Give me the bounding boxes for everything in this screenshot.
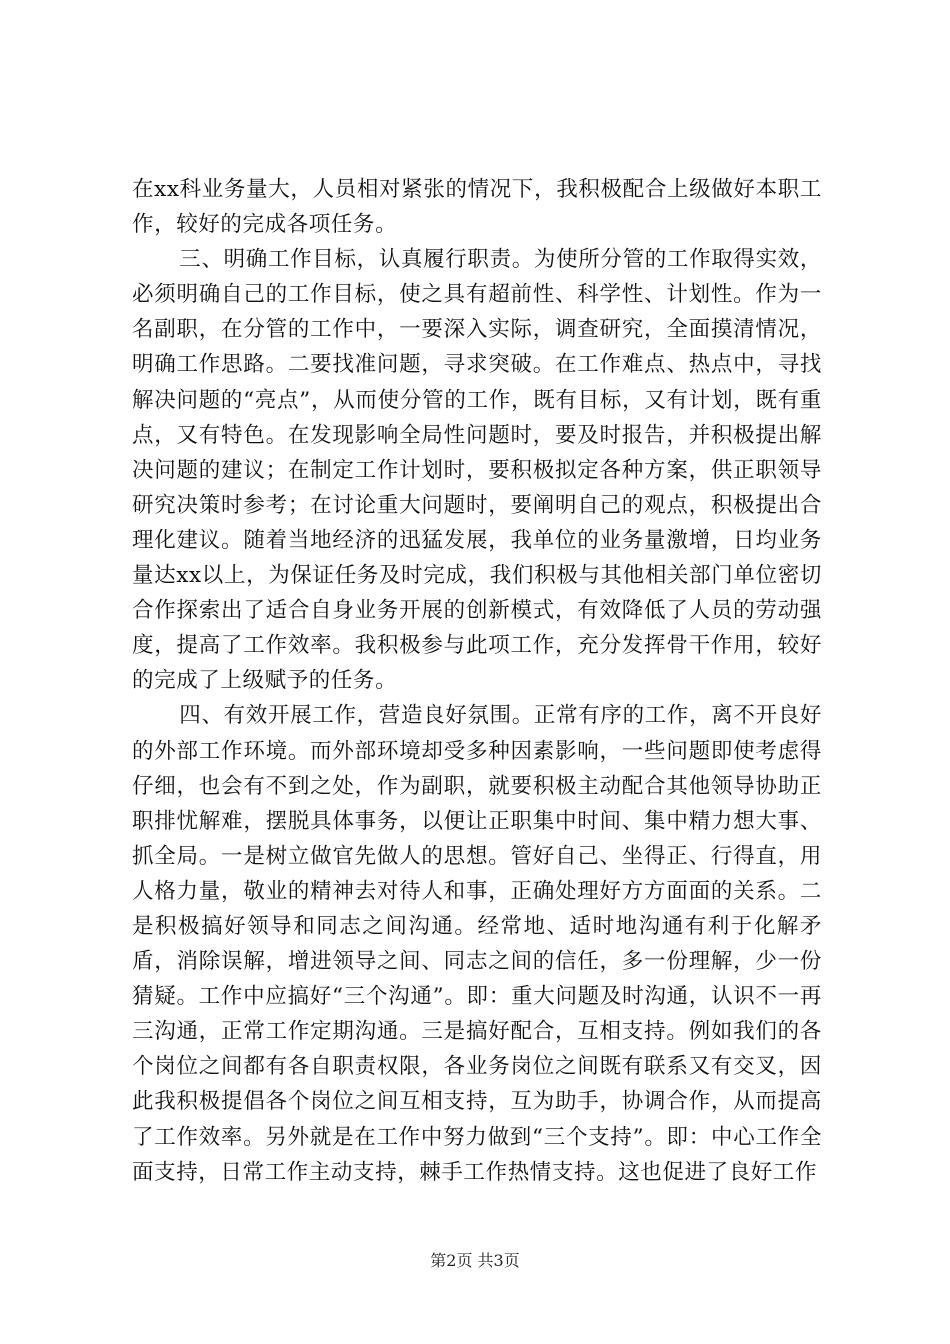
paragraph-2: 三、明确工作目标，认真履行职责。为使所分管的工作取得实效，必须明确自己的工作目标，使之具有超前性、科学性、计划性。作为一名副职，在分管的工作中，一要深入实际，调查研究，全面摸清情况，明确工作思路。二要找准问题，寻求突破。在工作难点、热点中，寻找解决问题的“亮点”，从而使分管的工作，既有目标，又有计划，既有重点，又有特色。在发现影响全局性问题时，要及时报告，并积极提出解决问题的建议；在制定工作计划时，要积极拟定各种方案，供正职领导研究决策时参考；在讨论重大问题时，要阐明自己的观点，积极提出合理化建议。随着当地经济的迅猛发展，我单位的业务量激增，日均业务量达xx以上，为保证任务及时完成，我们积极与其他相关部门单位密切合作探索出了适合自身业务开展的创新模式，有效降低了人员的劳动强度，提高了工作效率。我积极参与此项工作，充分发挥骨干作用，较好的完成了上级赋予的任务。 [132, 247, 822, 694]
document-body [132, 172, 822, 1190]
paragraph-1: 在xx科业务量大，人员相对紧张的情况下，我积极配合上级做好本职工作，较好的完成各项任务。 [132, 177, 822, 238]
paragraph-3: 四、有效开展工作，营造良好氛围。正常有序的工作，离不开良好的外部工作环境。而外部环境却受多种因素影响，一些问题即使考虑得仔细，也会有不到之处，作为副职，就要积极主动配合其他领导协助正职排忧解难，摆脱具体事务，以便让正职集中时间、集中精力想大事、抓全局。一是树立做官先做人的思想。管好自己、坐得正、行得直，用人格力量，敬业的精神去对待人和事，正确处理好方方面面的关系。二是积极搞好领导和同志之间沟通。经常地、适时地沟通有利于化解矛盾，消除误解，增进领导之间、同志之间的信任，多一份理解，少一份猜疑。工作中应搞好“三个沟通”。即：重大问题及时沟通，认识不一再三沟通，正常工作定期沟通。三是搞好配合，互相支持。例如我们的各个岗位之间都有各自职责权限，各业务岗位之间既有联系又有交叉，因此我积极提倡各个岗位之间互相支持，互为助手，协调合作，从而提高了工作效率。另外就是在工作中努力做到“三个支持”。即：中心工作全面支持，日常工作主动支持，棘手工作热情支持。这也促进了良好工作 [132, 703, 822, 1185]
page-footer: 第2页 共3页 [430, 1251, 520, 1270]
